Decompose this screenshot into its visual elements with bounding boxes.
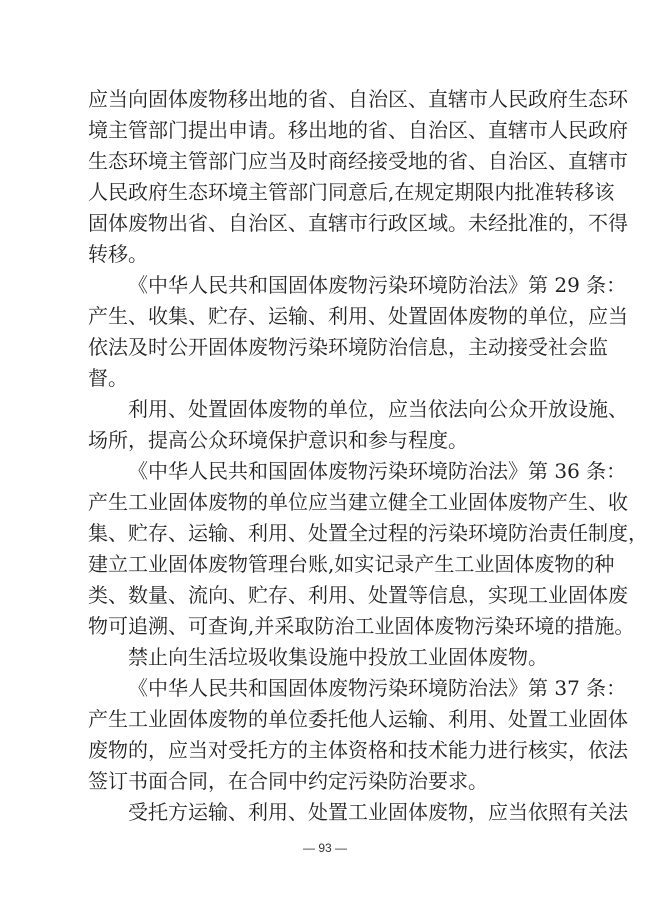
text-line: 签订书面合同，在合同中约定污染防治要求。	[88, 769, 488, 793]
text-line: 固体废物出省、自治区、直辖市行政区域。未经批准的，不得	[88, 211, 628, 235]
text-line: 《中华人民共和国固体废物污染环境防治法》第 37 条：	[128, 676, 627, 700]
text-line: 利用、处置固体废物的单位，应当依法向公众开放设施、	[128, 397, 628, 421]
text-line: 应当向固体废物移出地的省、自治区、直辖市人民政府生态环	[88, 87, 628, 111]
text-line: 《中华人民共和国固体废物污染环境防治法》第 36 条：	[128, 459, 627, 483]
text-line: 督。	[88, 366, 128, 390]
text-line: 场所，提高公众环境保护意识和参与程度。	[88, 428, 468, 452]
text-line: 类、数量、流向、贮存、利用、处置等信息，实现工业固体废	[88, 583, 628, 607]
text-line: 废物的，应当对受托方的主体资格和技术能力进行核实，依法	[88, 738, 628, 762]
text-line: 境主管部门提出申请。移出地的省、自治区、直辖市人民政府	[88, 118, 628, 142]
text-line: 产生工业固体废物的单位应当建立健全工业固体废物产生、收	[88, 490, 628, 514]
text-line: 产生工业固体废物的单位委托他人运输、利用、处置工业固体	[88, 707, 628, 731]
text-line: 禁止向生活垃圾收集设施中投放工业固体废物。	[128, 645, 548, 669]
text-line: 产生、收集、贮存、运输、利用、处置固体废物的单位，应当	[88, 304, 628, 328]
page-number: — 93 —	[302, 841, 347, 855]
text-line: 物可追溯、可查询,并采取防治工业固体废物污染环境的措施。	[88, 614, 635, 638]
text-line: 集、贮存、运输、利用、处置全过程的污染环境防治责任制度，	[88, 521, 648, 545]
text-line: 依法及时公开固体废物污染环境防治信息，主动接受社会监	[88, 335, 608, 359]
document-body	[88, 84, 648, 828]
text-line: 人民政府生态环境主管部门同意后,在规定期限内批准转移该	[88, 180, 615, 204]
text-line: 建立工业固体废物管理台账,如实记录产生工业固体废物的种	[88, 552, 615, 576]
text-line: 转移。	[88, 242, 148, 266]
text-line: 受托方运输、利用、处置工业固体废物，应当依照有关法	[128, 800, 628, 824]
text-line: 生态环境主管部门应当及时商经接受地的省、自治区、直辖市	[88, 149, 628, 173]
text-line: 《中华人民共和国固体废物污染环境防治法》第 29 条：	[128, 273, 627, 297]
